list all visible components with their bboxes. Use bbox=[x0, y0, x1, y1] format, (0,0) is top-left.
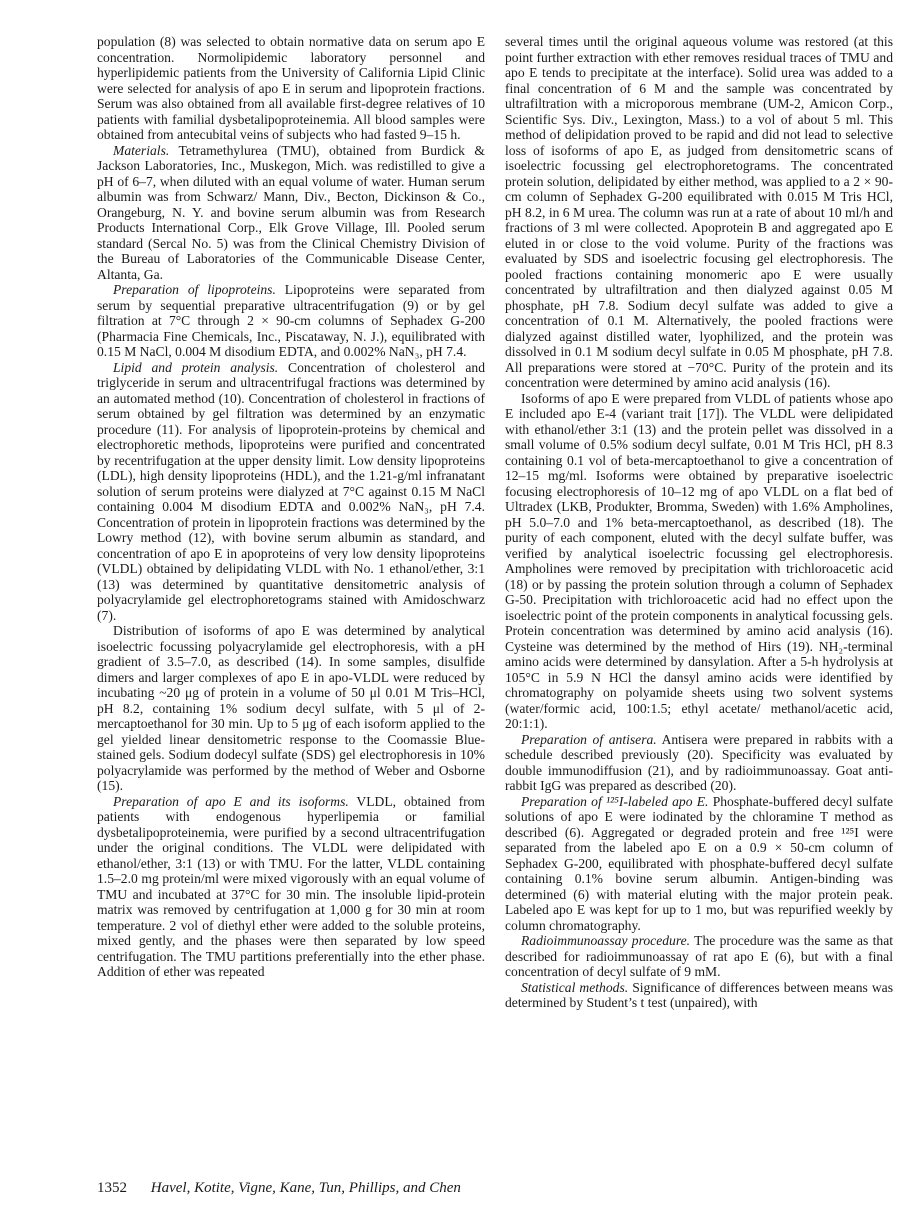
section-heading-statistical-methods: Statistical methods. bbox=[521, 979, 629, 995]
section-heading-lipid-and-protein-analysis: Lipid and protein analysis. bbox=[113, 359, 279, 375]
section-heading-labeled-apo-e: Preparation of ¹²⁵I-labeled apo E. bbox=[521, 793, 709, 809]
paragraph-text: Lipoproteins were separated from serum by sequential preparative ultracentrifugation (9) or by gel filtration at 7°C through 2 × 90-cm columns of Sephadex G-200 (Pharmacia Fine Chemicals, Inc., Piscataway, N. J.), equilibrated with 0.15 M NaCl, 0.004 M disodium EDTA, and 0.002% NaN₃, pH 7.4. bbox=[97, 282, 485, 359]
page-footer bbox=[97, 1180, 857, 1197]
left-column bbox=[97, 34, 485, 980]
paragraph-text: Antisera were prepared in rabbits with a schedule described previously (20). Specificity was evaluated by double immunodiffusion (21), and by radioimmunoassay. Goat anti-rabbit IgG was prepared as described (20). bbox=[505, 731, 893, 793]
paragraph-isoforms-preparation: Isoforms of apo E were prepared from VLDL of patients whose apo E included apo E-4 (variant trait [17]). The VLDL were delipidated with ethanol/ether 3:1 (13) and the protein pellet was dissolved in a small volume of 0.5% sodium decyl sulfate, 0.01 M Tris HCl, pH 8.3 containing 0.1 vol of beta-mercaptoethanol to give a concentration of 12–15 mg/ml. Isoforms were obtained by preparative isoelectric focusing electrophoresis of 10–12 mg of apo VLDL on a flat bed of Ultradex (LKB, Produkter, Bromma, Sweden) with 1.6% Ampholines, pH 5.0–7.0 and 1% beta-mercaptoethanol, as described (18). The purity of each component, eluted with the decyl sulfate buffer, was verified by analytical isoelectric focussing gel electrophoresis. Ampholines were removed by precipitation with trichloroacetic acid (18) or by passing the protein solution through a column of Sephadex G-50. Precipitation with trichloroacetic acid had no effect upon the isoelectric point of the protein components in analytical focussing gels. Protein concentration was determined by amino acid analysis (16). Cysteine was determined by the method of Hirs (19). NH₂-terminal amino acids were determined by dansylation. After a 5-h hydrolysis at 105°C in 5.9 N HCl the dansyl amino acids were identified by chromatography on polyamide sheets using two solvent systems (water/formic acid, 100:1.5; ethyl acetate/ methanol/acetic acid, 20:1:1). bbox=[505, 390, 893, 731]
section-heading-radioimmunoassay: Radioimmunoassay procedure. bbox=[521, 933, 691, 948]
paragraph-preparation-of-antisera bbox=[505, 732, 893, 794]
paragraph-population: population (8) was selected to obtain normative data on serum apo E concentration. Normolipidemic laboratory personnel and hyperlipidemic patients from the University of California Lipid Clinic were selected for analysis of apo E in serum and lipoprotein fractions. Serum was also obtained from all available first-degree relatives of 10 patients with familial dysbetalipoproteinemia. All blood samples were obtained from antecubital veins of subjects who had fasted 9–15 h. bbox=[97, 34, 485, 142]
paragraph-text: Tetramethylurea (TMU), obtained from Burdick & Jackson Laboratories, Inc., Muskegon, Mich. was redistilled to give a pH of 6–7, when diluted with an equal volume of water. Human serum albumin was from Schwarz/ Mann, Div., Becton, Dickinson & Co., Orangeburg, N. Y. and bovine serum albumin was from Research Products International Corp., Elk Grove Village, Ill. Pooled serum standard (Sercal No. 5) was from the Clinical Chemistry Division of the Bureau of Laboratories of the Communicable Disease Center, Altanta, Ga. bbox=[97, 142, 486, 282]
paragraph-text: The procedure was the same as that described for radioimmunoassay of rat apo E (6), but with a final concentration of decyl sulfate of 9 mM. bbox=[505, 933, 894, 979]
paragraph-text: Phosphate-buffered decyl sulfate solutions of apo E were iodinated by the chloramine T method as described (6). Aggregated or degraded protein and free ¹²⁵I were separated from the labeled apo E on a 0.9 × 50-cm column of Sephadex G-200, equilibrated with phosphate-buffered decyl sulfate containing 0.1% bovine serum albumin. Antigen-binding was determined (6) with material eluting with the major protein peak. Labeled apo E was kept for up to 1 mo, but was repurified weekly by column chromatography. bbox=[505, 793, 894, 933]
paragraph-statistical-methods bbox=[505, 980, 893, 1011]
paragraph-radioimmunoassay bbox=[505, 933, 893, 980]
paragraph-text: Significance of differences between means was determined by Student’s t test (unpaired), with bbox=[505, 979, 894, 1010]
section-heading-preparation-of-antisera: Preparation of antisera. bbox=[521, 731, 657, 747]
paragraph-text: VLDL, obtained from patients with endogenous hyperlipemia or familial dysbetalipoproteinemia, were purified by a second ultracentrifugation under the original conditions. The VLDL were delipidated with ethanol/ether, 3:1 (13) or with TMU. For the latter, VLDL containing 1.5–2.0 mg protein/ml were mixed vigorously with an equal volume of TMU and incubated at 37°C for 30 min. The insoluble lipid-protein matrix was removed by centrifugation at 1,000 g for 30 min at room temperature. 2 vol of diethyl ether were added to the soluble proteins, mixed gently, and the phases were then separated by low speed centrifugation. The TMU partitions preferentially into the ether phase. Addition of ether was repeated bbox=[97, 793, 486, 979]
paragraph-materials bbox=[97, 143, 485, 283]
section-heading-preparation-of-lipoproteins: Preparation of lipoproteins. bbox=[113, 282, 276, 297]
paragraph-isoform-distribution: Distribution of isoforms of apo E was determined by analytical isoelectric focussing polyacrylamide gel electrophoresis, with a pH gradient of 3.5–7.0, as described (14). In some samples, disulfide dimers and larger complexes of apo E in apo-VLDL were reduced by incubating ~20 μg of protein in a volume of 50 μl 0.01 M Tris–HCl, pH 8.2, containing 1% sodium decyl sulfate, with 5 μl of 2-mercaptoethanol for 30 min. Up to 5 μg of each isoform applied to the gel yielded linear densitometric response to the Coomassie Blue-stained gels. Sodium dodecyl sulfate (SDS) gel electrophoresis in 10% polyacrylamide was performed by the method of Weber and Osborne (15). bbox=[97, 623, 485, 793]
section-heading-preparation-of-apo-e: Preparation of apo E and its isoforms. bbox=[113, 793, 349, 809]
paragraph-delipidation-continued: several times until the original aqueous volume was restored (at this point further extraction with ether removes residual traces of TMU and apo E tends to precipitate at the interface). Solid urea was added to a final concentration of 6 M and the sample was concentrated by ultrafiltration with a microporous membrane (UM-2, Amicon Corp., Scientific Sys. Div., Lexington, Mass.) to a vol of about 5 ml. This method of delipidation proved to be rapid and did not lead to selective loss of isoforms of apo E, as judged from densitometric scans of isoelectric focussing gel electrophoretograms. The concentrated protein solution, delipidated by either method, was applied to a 2 × 90-cm column of Sephadex G-200 equilibrated with 0.015 M Tris HCl, pH 8.2, in 6 M urea. The column was run at a rate of about 10 ml/h and fractions of 3 ml were collected. Apoprotein B and aggregated apo E eluted in or close to the void volume. Purity of the fractions was evaluated by SDS and isoelectric focusing gel electrophoresis. The pooled fractions containing monomeric apo E were usually concentrated by ultrafiltration and then dialyzed against 0.05 M phosphate, pH 7.8. Sodium decyl sulfate was added to give a concentration of 0.1 M. Alternatively, the pooled fractions were dialyzed against distilled water, lyophilized, and the protein was dissolved in 0.1 M sodium decyl sulfate in 0.05 M phosphate, pH 7.8. All preparations were stored at −70°C. Purity of the protein and its concentration were determined by amino acid analysis (16). bbox=[505, 34, 893, 390]
paragraph-preparation-of-apo-e bbox=[97, 794, 485, 980]
page-number: 1352 bbox=[97, 1180, 127, 1196]
running-authors: Havel, Kotite, Vigne, Kane, Tun, Phillips, and Chen bbox=[150, 1180, 461, 1196]
paragraph-lipid-and-protein-analysis bbox=[97, 360, 485, 624]
section-heading-materials: Materials. bbox=[113, 142, 170, 158]
right-column bbox=[505, 34, 893, 1011]
paragraph-preparation-of-lipoproteins bbox=[97, 282, 485, 360]
paragraph-text: Concentration of cholesterol and triglyceride in serum and ultracentrifugal fractions was determined by an automated method (10). Concentration of cholesterol in fractions of serum obtained by gel filtration was determined by an enzymatic procedure (11). For analysis of lipoprotein-proteins by chemical and electrophoretic methods, lipoproteins were purified and concentrated by recentrifugation at the upper density limit. Low density lipoproteins (LDL), high density lipoproteins (HDL), and the 1.21-g/ml infranatant solution of serum proteins were dialyzed at 7°C against 0.15 M NaCl containing 0.004 M disodium EDTA and 0.002% NaN₃, pH 7.4. Concentration of protein in lipoprotein fractions was determined by the Lowry method (12), with bovine serum albumin as standard, and concentration of apo E in apoproteins of very low density lipoproteins (VLDL) obtained by delipidating VLDL with No. 1 ethanol/ether, 3:1 (13) was determined by quantitative densitometric analysis of polyacrylamide gel electrophoretograms stained with Amidoschwarz (7). bbox=[97, 359, 486, 623]
paragraph-labeled-apo-e bbox=[505, 794, 893, 934]
